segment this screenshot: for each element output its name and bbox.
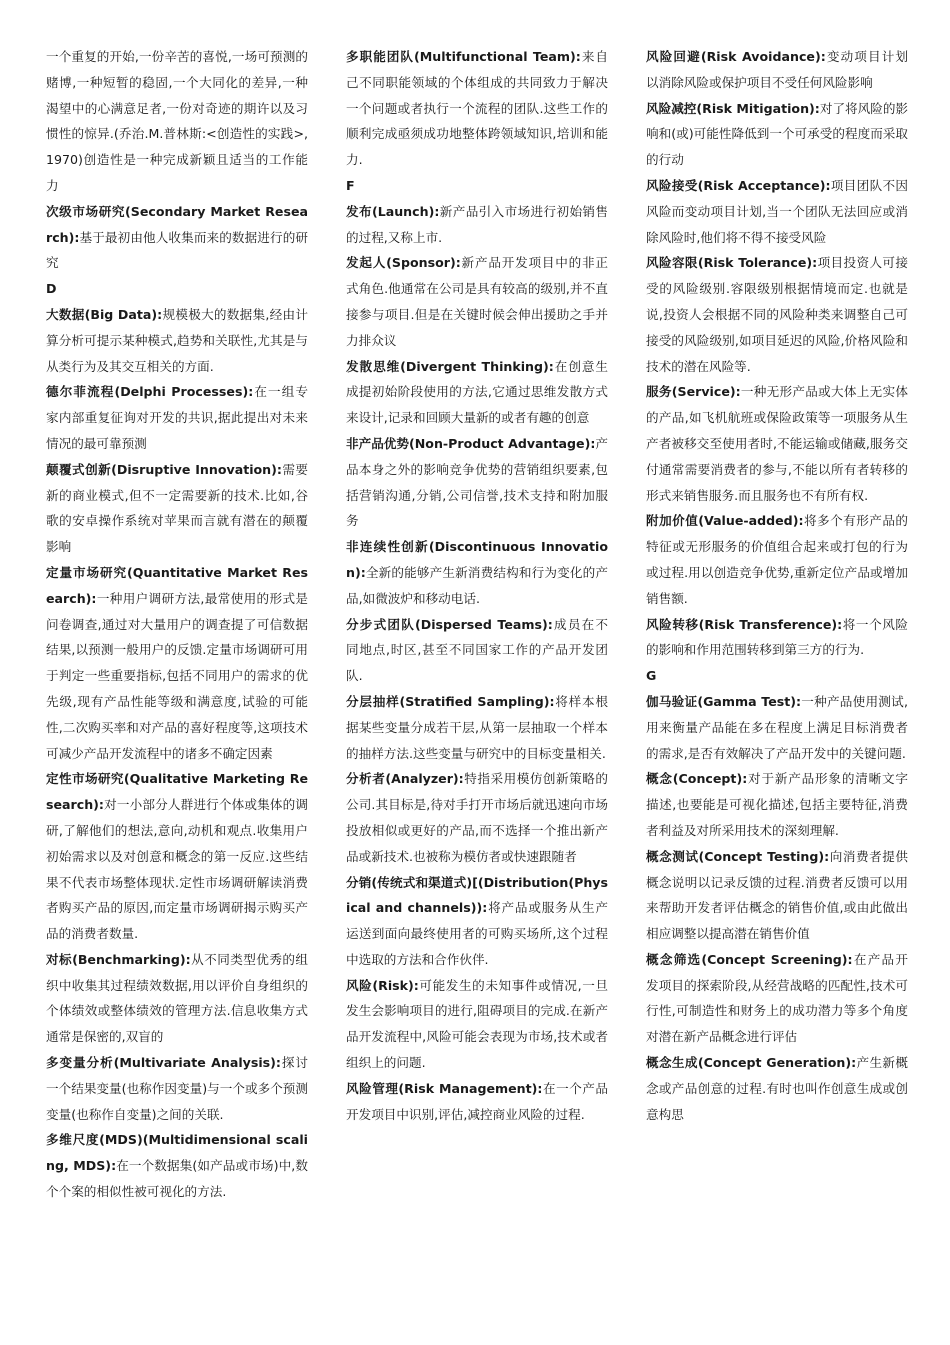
glossary-entry [46, 1050, 308, 1127]
glossary-definition: 向消费者提供概念说明以记录反馈的过程.消费者反馈可以用来帮助开发者评估概念的销售价值,或由此做出相应调整以提高潜在销售价值 [646, 848, 908, 942]
glossary-entry [646, 173, 908, 250]
glossary-definition: 从不同类型优秀的组织中收集其过程绩效数据,用以评价自身组织的个体绩效或整体绩效的管理方法.信息收集方式通常是保密的,双盲的 [46, 951, 308, 1045]
glossary-definition: 对一小部分人群进行个体或集体的调研,了解他们的想法,意向,动机和观点.收集用户初始需求以及对创意和概念的第一反应.这些结果不代表市场整体现状.定性市场调研解读消费者购买产品的原因,而定量市场调研揭示购买产品的消费者数量. [46, 797, 308, 942]
glossary-definition: 在产品开发项目的探索阶段,从经营战略的匹配性,技术可行性,可制造性和财务上的成功潜力等多个角度对潜在新产品概念进行评估 [646, 951, 908, 1045]
glossary-entry [646, 508, 908, 611]
glossary-entry [646, 689, 908, 766]
glossary-term: 服务(Service): [646, 384, 741, 400]
glossary-term: 发起人(Sponsor): [346, 255, 461, 271]
glossary-definition: 全新的能够产生新消费结构和行为变化的产品,如微波炉和移动电话. [346, 564, 608, 606]
glossary-term: 发散思维(Divergent Thinking): [346, 358, 554, 374]
glossary-definition: 将产品或服务从生产运送到面向最终使用者的可购买场所,这个过程中选取的方法和合作伙伴. [346, 900, 608, 967]
glossary-definition: 新产品引入市场进行初始销售的过程,又称上市. [346, 203, 608, 245]
glossary-entry [46, 560, 308, 766]
glossary-entry [46, 302, 308, 379]
glossary-entry [346, 534, 608, 611]
section-letter: D [46, 281, 57, 297]
glossary-entry [346, 250, 608, 353]
glossary-entry [46, 457, 308, 560]
glossary-term: 分销(传统式和渠道式)[(Distribution(Physical and channels)): [346, 874, 608, 916]
glossary-definition: 规模极大的数据集,经由计算分析可提示某种模式,趋势和关联性,尤其是与从类行为及其交互相关的方面. [46, 306, 308, 374]
glossary-term: 非连续性创新(Discontinuous Innovation): [346, 539, 608, 580]
glossary-term: 多维尺度(MDS)(Multidimensional scaling, MDS): [46, 1132, 308, 1174]
glossary-entry [346, 766, 608, 869]
glossary-definition: 一种用户调研方法,最常使用的形式是问卷调查,通过对大量用户的调查提了可信数据结果,以预测一般用户的反馈.定量市场调研可用于判定一些重要指标,包括不同用户的需求的优先级,现有产品性能等级和满意度,试验的可能性,二次购买率和对产品的喜好程度等,这项技术可减少产品开发流程中的诸多不确定因素 [46, 590, 308, 761]
glossary-term: 定性市场研究(Qualitative Marketing Research): [46, 771, 308, 813]
glossary-term: 风险(Risk): [346, 977, 419, 993]
glossary-entry [646, 1050, 908, 1127]
glossary-entry [346, 689, 608, 766]
column-middle [346, 44, 608, 1345]
glossary-term: 风险容限(Risk Tolerance): [646, 255, 818, 271]
glossary-definition: 在一组专家内部重复征询对开发的共识,据此提出对未来情况的最可靠预测 [46, 384, 308, 451]
glossary-definition: 对于新产品形象的清晰文字描述,也要能是可视化描述,包括主要特征,消费者利益及对所采用技术的深刻理解. [646, 771, 908, 838]
glossary-definition: 将多个有形产品的特征或无形服务的价值组合起来或打包的行为或过程.用以创造竞争优势,重新定位产品或增加销售额. [646, 513, 908, 606]
glossary-term: 发布(Launch): [346, 203, 440, 219]
column-left [46, 44, 308, 1345]
glossary-definition: 在一个产品开发项目中识别,评估,减控商业风险的过程. [346, 1080, 608, 1122]
glossary-definition: 需要新的商业模式,但不一定需要新的技术.比如,谷歌的安卓操作系统对苹果而言就有潜在的颠覆影响 [46, 461, 308, 555]
glossary-term: 风险管理(Risk Management): [346, 1080, 543, 1096]
glossary-definition: 将样本根据某些变量分成若干层,从第一层抽取一个样本的抽样方法.这些变量与研究中的目标变量相关. [346, 693, 608, 761]
glossary-term: 对标(Benchmarking): [46, 951, 191, 967]
glossary-entry [646, 947, 908, 1050]
glossary-entry [646, 766, 908, 843]
glossary-term: 概念(Concept): [646, 771, 748, 787]
glossary-definition: 一种无形产品或大体上无实体的产品,如飞机航班或保险政策等一项服务从生产者被移交至使用者时,不能运输或储藏,服务交付通常需要消费者的参与,不能以所有者转移的形式来销售服务.而且服务也不有所有权. [646, 384, 908, 503]
glossary-term: 附加价值(Value-added): [646, 513, 804, 529]
glossary-term: 风险减控(Risk Mitigation): [646, 100, 820, 116]
glossary-definition: 产生新概念或产品创意的过程.有时也叫作创意生成或创意构思 [646, 1055, 908, 1122]
glossary-entry [46, 379, 308, 456]
glossary-term: 分析者(Analyzer): [346, 771, 464, 787]
glossary-definition: 将一个风险的影响和作用范围转移到第三方的行为. [646, 616, 908, 658]
glossary-entry [46, 199, 308, 276]
glossary-term: 多变量分析(Multivariate Analysis): [46, 1055, 281, 1071]
glossary-definition: 来自己不同职能领域的个体组成的共同致力于解决一个问题或者执行一个流程的团队.这些工作的顺利完成亟须成功地整体跨领域知识,培训和能力. [346, 49, 608, 168]
glossary-definition: 成员在不同地点,时区,甚至不同国家工作的产品开发团队. [346, 616, 608, 684]
glossary-term: 分层抽样(Stratified Sampling): [346, 693, 555, 709]
glossary-entry [346, 612, 608, 689]
glossary-entry [346, 354, 608, 431]
glossary-term: 分步式团队(Dispersed Teams): [346, 616, 553, 632]
section-letter: G [646, 668, 657, 684]
column-right [646, 44, 908, 1345]
glossary-entry [646, 44, 908, 96]
glossary-entry [46, 766, 308, 947]
glossary-term: 多职能团队(Multifunctional Team): [346, 49, 581, 64]
glossary-definition: 基于最初由他人收集而来的数据进行的研究 [46, 229, 308, 271]
glossary-definition: 探讨一个结果变量(也称作因变量)与一个或多个预测变量(也称作自变量)之间的关联. [46, 1055, 308, 1122]
glossary-term: 伽马验证(Gamma Test): [646, 693, 802, 709]
glossary-entry [346, 1076, 608, 1128]
glossary-term: 风险接受(Risk Acceptance): [646, 177, 831, 193]
glossary-definition: 一种产品使用测试,用来衡量产品能在多在程度上满足目标消费者的需求,是否有效解决了产品开发中的关键问题. [646, 693, 908, 761]
glossary-entry [346, 973, 608, 1076]
glossary-term: 德尔菲流程(Delphi Processes): [46, 384, 254, 400]
glossary-entry [646, 379, 908, 508]
glossary-entry [346, 44, 608, 173]
glossary-entry [646, 96, 908, 173]
glossary-definition: 产品本身之外的影响竞争优势的营销组织要素,包括营销沟通,分销,公司信誉,技术支持和附加服务 [346, 435, 608, 529]
continued-text: 一个重复的开始,一份辛苦的喜悦,一场可预测的赌博,一种短暂的稳固,一个大同化的差异,一种渴望中的心满意足者,一份对奇迹的期许以及习惯性的惊异.(乔治.M.普林斯:<创造性的实践>,1970)创造性是一种完成新颖且适当的工作能力 [46, 49, 308, 193]
glossary-definition: 对了将风险的影响和(或)可能性降低到一个可承受的程度而采取的行动 [646, 100, 908, 168]
glossary-term: 次级市场研究(Secondary Market Research): [46, 203, 308, 245]
glossary-definition: 可能发生的未知事件或情况,一旦发生会影响项目的进行,阻碍项目的完成.在新产品开发流程中,风险可能会表现为市场,技术或者组织上的问题. [346, 977, 608, 1071]
glossary-term: 定量市场研究(Quantitative Market Research): [46, 564, 308, 606]
glossary-term: 大数据(Big Data): [46, 306, 163, 322]
glossary-term: 风险转移(Risk Transference): [646, 616, 843, 632]
glossary-definition: 变动项目计划以消除风险或保护项目不受任何风险影响 [646, 49, 908, 90]
glossary-entry [46, 1127, 308, 1204]
glossary-term: 颠覆式创新(Disruptive Innovation): [46, 461, 282, 477]
glossary-entry [646, 844, 908, 947]
glossary-term: 概念生成(Concept Generation): [646, 1055, 857, 1071]
glossary-definition: 特指采用模仿创新策略的公司.其目标是,待对手打开市场后就迅速向市场投放相似或更好的产品,而不选择一个推出新产品或新技术.也被称为模仿者或快速跟随者 [346, 771, 608, 864]
glossary-definition: 项目投资人可接受的风险级别.容限级别根据情境而定.也就是说,投资人会根据不同的风险种类来调整自己可接受的风险级别,如项目延迟的风险,价格风险和技术的潜在风险等. [646, 255, 908, 374]
glossary-term: 概念筛选(Concept Screening): [646, 951, 853, 967]
glossary-definition: 项目团队不因风险而变动项目计划,当一个团队无法回应或消除风险时,他们将不得不接受风险 [646, 177, 908, 245]
glossary-definition: 新产品开发项目中的非正式角色.他通常在公司是具有较高的级别,并不直接参与项目.但是在关键时候会伸出援助之手并力排众议 [346, 255, 608, 348]
glossary-entry [46, 947, 308, 1050]
glossary-entry [646, 250, 908, 379]
glossary-definition: 在创意生成提初始阶段使用的方法,它通过思维发散方式来设计,记录和回顾大量新的或者有趣的创意 [346, 358, 608, 426]
section-letter: F [346, 177, 355, 193]
glossary-entry [346, 199, 608, 251]
glossary-term: 概念测试(Concept Testing): [646, 848, 830, 864]
glossary-entry [346, 870, 608, 973]
glossary-entry [346, 431, 608, 534]
glossary-definition: 在一个数据集(如产品或市场)中,数个个案的相似性被可视化的方法. [46, 1158, 308, 1200]
glossary-term: 风险回避(Risk Avoidance): [646, 49, 826, 64]
glossary-entry [646, 612, 908, 664]
glossary-term: 非产品优势(Non-Product Advantage): [346, 435, 596, 451]
